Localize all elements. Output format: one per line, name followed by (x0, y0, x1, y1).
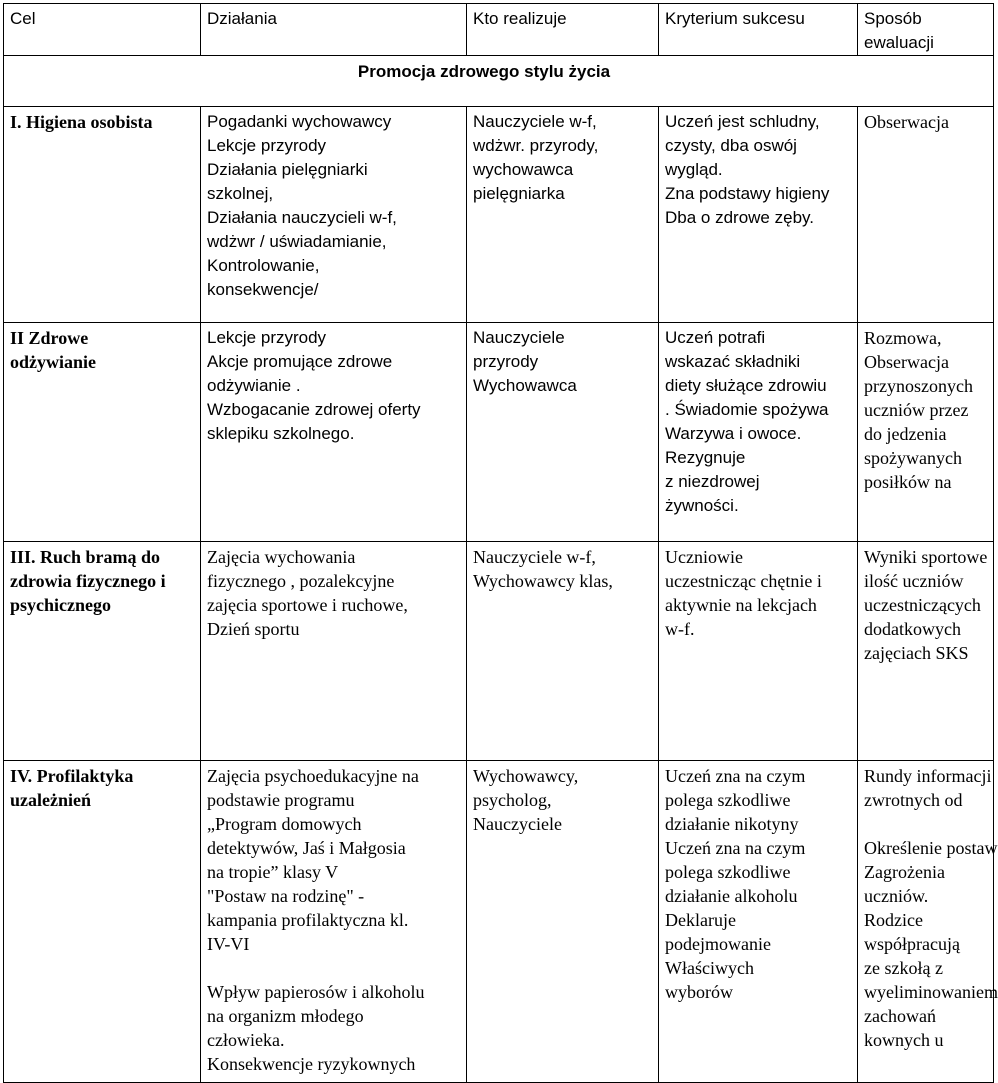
cell-line: Deklaruje (665, 910, 736, 930)
cell-line: konsekwencje/ (207, 280, 319, 299)
cell-line: III. Ruch bramą do (10, 547, 161, 567)
row-who (467, 542, 659, 761)
cell-line: Nauczyciele w-f, (473, 547, 596, 567)
cell-line (864, 812, 987, 836)
cell-line: współpracują (864, 934, 960, 954)
cell-line: psycholog, (473, 790, 552, 810)
cell-line: z niezdrowej (665, 472, 760, 491)
cell-line: ze szkołą z (864, 958, 943, 978)
cell-line: Rundy informacji (864, 766, 992, 786)
table-row (4, 542, 994, 761)
cell-line: . Świadomie spożywa (665, 400, 829, 419)
section-row (4, 56, 994, 107)
cell-line: wyeliminowaniem (864, 982, 998, 1002)
cell-line: fizycznego , pozalekcyjne (207, 571, 395, 591)
cell-line: zachowań (864, 1006, 936, 1026)
cell-line: Zna podstawy higieny (665, 184, 830, 203)
cell-line: działanie alkoholu (665, 886, 798, 906)
cell-line: uczniów. (864, 886, 929, 906)
cell-line: odżywianie (10, 352, 97, 372)
cell-line: Obserwacja (864, 112, 949, 132)
row-actions (201, 761, 467, 1083)
cell-line: zajęcia sportowe i ruchowe, (207, 595, 408, 615)
cell-line: posiłków na (864, 472, 952, 492)
cell-line: Działania nauczycieli w-f, (207, 208, 397, 227)
header-sposob-ewaluacji: Sposób ewaluacji (858, 4, 994, 56)
table-row (4, 107, 994, 323)
cell-line: Działania pielęgniarki (207, 160, 368, 179)
cell-line: Wpływ papierosów i alkoholu (207, 982, 425, 1002)
cell-line: Dba o zdrowe zęby. (665, 208, 814, 227)
cell-line: zajęciach SKS (864, 643, 969, 663)
header-dzialania: Działania (201, 4, 467, 56)
cell-line: Zagrożenia (864, 862, 945, 882)
cell-line: Zajęcia wychowania (207, 547, 356, 567)
cell-line: Nauczyciele (473, 814, 562, 834)
cell-line: Określenie postaw (864, 838, 998, 858)
cell-line: Lekcje przyrody (207, 136, 327, 155)
cell-line: polega szkodliwe (665, 862, 791, 882)
cell-line: Właściwych (665, 958, 754, 978)
cell-line: polega szkodliwe (665, 790, 791, 810)
row-actions (201, 542, 467, 761)
row-criteria (659, 542, 858, 761)
row-goal (4, 542, 201, 761)
row-evaluation (858, 107, 994, 323)
cell-line (207, 956, 460, 980)
row-who (467, 761, 659, 1083)
cell-line: wyborów (665, 982, 733, 1002)
header-cel: Cel (4, 4, 201, 56)
cell-line: I. Higiena osobista (10, 112, 153, 132)
row-evaluation (858, 542, 994, 761)
cell-line: na tropie” klasy V (207, 862, 339, 882)
cell-line: człowieka. (207, 1030, 285, 1050)
row-criteria (659, 761, 858, 1083)
cell-line: wychowawca (473, 160, 574, 179)
cell-line: Nauczyciele (473, 328, 565, 347)
row-goal (4, 761, 201, 1083)
cell-line: Zajęcia psychoedukacyjne na (207, 766, 419, 786)
cell-line: sklepiku szkolnego. (207, 424, 355, 443)
cell-line: "Postaw na rodzinę" - (207, 886, 365, 906)
cell-line: IV-VI (207, 934, 250, 954)
cell-line: „Program domowych (207, 814, 362, 834)
cell-line: przyrody (473, 352, 539, 371)
cell-line: kownych u (864, 1030, 944, 1050)
cell-line: Uczeń zna na czym (665, 766, 806, 786)
cell-line: podejmowanie (665, 934, 771, 954)
row-goal (4, 323, 201, 542)
cell-line: do jedzenia (864, 424, 947, 444)
cell-line: detektywów, Jaś i Małgosia (207, 838, 406, 858)
cell-line: kampania profilaktyczna kl. (207, 910, 409, 930)
cell-line: na organizm młodego (207, 1006, 364, 1026)
cell-line: Uczniowie (665, 547, 743, 567)
cell-line: dodatkowych (864, 619, 961, 639)
table-row (4, 323, 994, 542)
cell-line: wdżwr. przyrody, (473, 136, 599, 155)
cell-line: Rezygnuje (665, 448, 746, 467)
cell-line: zwrotnych od (864, 790, 963, 810)
cell-line: uzależnień (10, 790, 91, 810)
cell-line: Kontrolowanie, (207, 256, 320, 275)
cell-line: zdrowia fizycznego i (10, 571, 166, 591)
row-actions (201, 107, 467, 323)
cell-line: Nauczyciele w-f, (473, 112, 597, 131)
cell-line: wygląd. (665, 160, 723, 179)
cell-line: Rodzice (864, 910, 923, 930)
cell-line: uczniów przez (864, 400, 969, 420)
cell-line: Obserwacja (864, 352, 949, 372)
cell-line: podstawie programu (207, 790, 355, 810)
health-plan-table (3, 3, 998, 1083)
section-title: Promocja zdrowego stylu życia (4, 56, 994, 107)
cell-line: Wychowawcy klas, (473, 571, 613, 591)
cell-line: Rozmowa, (864, 328, 942, 348)
table-row (4, 761, 994, 1083)
cell-line: ilość uczniów (864, 571, 964, 591)
row-criteria (659, 323, 858, 542)
cell-line: czysty, dba oswój (665, 136, 797, 155)
header-row (4, 4, 994, 56)
cell-line: Wychowawca (473, 376, 577, 395)
cell-line: Dzień sportu (207, 619, 300, 639)
cell-line: uczestniczących (864, 595, 981, 615)
cell-line: aktywnie na lekcjach (665, 595, 817, 615)
cell-line: psychicznego (10, 595, 111, 615)
cell-line: uczestnicząc chętnie i (665, 571, 822, 591)
cell-line: II Zdrowe (10, 328, 89, 348)
cell-line: Konsekwencje ryzykownych (207, 1054, 416, 1074)
cell-line: odżywianie . (207, 376, 301, 395)
cell-line: diety służące zdrowiu (665, 376, 827, 395)
cell-line: żywności. (665, 496, 739, 515)
row-evaluation (858, 323, 994, 542)
cell-line: wdżwr / uświadamianie, (207, 232, 387, 251)
header-kto-realizuje: Kto realizuje (467, 4, 659, 56)
row-who (467, 107, 659, 323)
cell-line: Pogadanki wychowawcy (207, 112, 392, 131)
cell-line: Uczeń zna na czym (665, 838, 806, 858)
cell-line: działanie nikotyny (665, 814, 799, 834)
cell-line: wskazać składniki (665, 352, 801, 371)
row-actions (201, 323, 467, 542)
cell-line: Lekcje przyrody (207, 328, 327, 347)
cell-line: Warzywa i owoce. (665, 424, 802, 443)
row-goal (4, 107, 201, 323)
cell-line: spożywanych (864, 448, 962, 468)
cell-line: pielęgniarka (473, 184, 565, 203)
header-kryterium-sukcesu: Kryterium sukcesu (659, 4, 858, 56)
cell-line: przynoszonych (864, 376, 973, 396)
cell-line: Uczeń jest schludny, (665, 112, 820, 131)
cell-line: Wyniki sportowe (864, 547, 988, 567)
cell-line: Wychowawcy, (473, 766, 579, 786)
cell-line: Akcje promujące zdrowe (207, 352, 393, 371)
cell-line: w-f. (665, 619, 695, 639)
document-page (3, 3, 998, 1083)
row-criteria (659, 107, 858, 323)
row-evaluation (858, 761, 998, 1083)
cell-line: IV. Profilaktyka (10, 766, 134, 786)
cell-line: Uczeń potrafi (665, 328, 766, 347)
cell-line: Wzbogacanie zdrowej oferty (207, 400, 421, 419)
cell-line: szkolnej, (207, 184, 274, 203)
row-who (467, 323, 659, 542)
